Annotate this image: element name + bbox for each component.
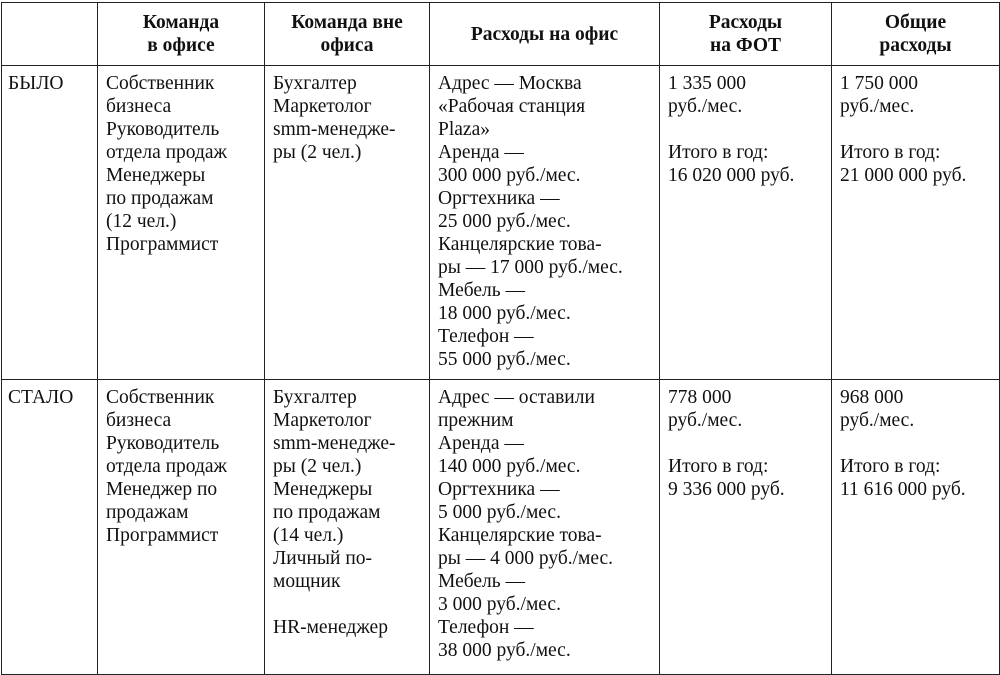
payroll-cell bbox=[660, 380, 832, 675]
cell-line: Канцелярские това- bbox=[438, 525, 602, 546]
blank-line bbox=[668, 432, 823, 455]
cell-line: smm-менедже- bbox=[273, 119, 396, 140]
header-total: Общие расходы bbox=[832, 3, 1000, 66]
cell-line: бизнеса bbox=[106, 410, 172, 431]
cell-line: Мебель — bbox=[438, 571, 526, 592]
table-body bbox=[2, 66, 1000, 675]
cell-line: Собственник bbox=[106, 73, 215, 94]
team-office-cell bbox=[98, 66, 265, 380]
cell-line: 9 336 000 руб. bbox=[668, 479, 785, 500]
cell-line: 38 000 руб./мес. bbox=[438, 640, 571, 661]
cell-line: Собственник bbox=[106, 387, 215, 408]
cell-line: Телефон — bbox=[438, 617, 534, 638]
header-empty-cell bbox=[2, 3, 98, 66]
cell-line: 300 000 руб./мес. bbox=[438, 165, 581, 186]
cell-line: Менеджер по bbox=[106, 479, 218, 500]
cell-line: Руководитель bbox=[106, 119, 220, 140]
cell-line: Программист bbox=[106, 234, 219, 255]
cell-line: отдела продаж bbox=[106, 456, 228, 477]
team-remote-cell bbox=[265, 380, 430, 675]
cell-line: Программист bbox=[106, 525, 219, 546]
cell-line: 11 616 000 руб. bbox=[840, 479, 966, 500]
blank-line bbox=[668, 118, 823, 141]
header-office-costs: Расходы на офис bbox=[430, 3, 660, 66]
cell-line: Руководитель bbox=[106, 433, 220, 454]
total-cell bbox=[832, 380, 1000, 675]
cell-line: Мебель — bbox=[438, 280, 526, 301]
cell-line: Аренда — bbox=[438, 142, 524, 163]
cell-line: бизнеса bbox=[106, 96, 172, 117]
cell-line: Бухгалтер bbox=[273, 387, 357, 408]
header-team-office: Команда в офисе bbox=[98, 3, 265, 66]
cell-line: smm-менедже- bbox=[273, 433, 396, 454]
cell-line: 778 000 bbox=[668, 387, 732, 408]
cell-line: Адрес — Москва bbox=[438, 73, 582, 94]
cell-line: Телефон — bbox=[438, 326, 534, 347]
cell-line: 25 000 руб./мес. bbox=[438, 211, 571, 232]
cell-line: продажам bbox=[106, 502, 189, 523]
cell-line: Менеджеры bbox=[106, 165, 206, 186]
total-cell bbox=[832, 66, 1000, 380]
cell-line: ры (2 чел.) bbox=[273, 456, 362, 477]
cell-line: 140 000 руб./мес. bbox=[438, 456, 581, 477]
row-label-cell bbox=[2, 66, 98, 380]
header-payroll: Расходы на ФОТ bbox=[660, 3, 832, 66]
cell-line: по продажам bbox=[106, 188, 214, 209]
cell-line: 1 750 000 bbox=[840, 73, 918, 94]
cell-line: 968 000 bbox=[840, 387, 904, 408]
comparison-table bbox=[1, 2, 1000, 675]
cell-line: по продажам bbox=[273, 502, 381, 523]
team-remote-cell bbox=[265, 66, 430, 380]
cell-line: (12 чел.) bbox=[106, 211, 177, 232]
header-row bbox=[2, 3, 1000, 66]
blank-line bbox=[273, 593, 421, 616]
cell-line: ры — 4 000 руб./мес. bbox=[438, 548, 614, 569]
cell-line: отдела продаж bbox=[106, 142, 228, 163]
cell-line: HR-менеджер bbox=[273, 617, 388, 638]
team-office-cell bbox=[98, 380, 265, 675]
header-team-remote: Команда вне офиса bbox=[265, 3, 430, 66]
cell-line: Маркетолог bbox=[273, 410, 372, 431]
cell-line: Аренда — bbox=[438, 433, 524, 454]
cell-line: Личный по- bbox=[273, 548, 372, 569]
cell-line: Итого в год: bbox=[840, 456, 941, 477]
cell-line: Адрес — оставили bbox=[438, 387, 595, 408]
office-costs-cell bbox=[430, 380, 660, 675]
cell-line: руб./мес. bbox=[840, 96, 915, 117]
cell-line: 18 000 руб./мес. bbox=[438, 303, 571, 324]
cell-line: (14 чел.) bbox=[273, 525, 344, 546]
cell-line: Итого в год: bbox=[668, 142, 769, 163]
cell-line: руб./мес. bbox=[668, 410, 743, 431]
cell-line: ры — 17 000 руб./мес. bbox=[438, 257, 623, 278]
cell-line: ры (2 чел.) bbox=[273, 142, 362, 163]
cell-line: Оргтехника — bbox=[438, 188, 560, 209]
blank-line bbox=[840, 118, 991, 141]
cell-line: Итого в год: bbox=[840, 142, 941, 163]
row-label-cell bbox=[2, 380, 98, 675]
office-costs-cell bbox=[430, 66, 660, 380]
blank-line bbox=[840, 432, 991, 455]
cell-line: Маркетолог bbox=[273, 96, 372, 117]
cell-line: мощник bbox=[273, 571, 341, 592]
cell-line: 21 000 000 руб. bbox=[840, 165, 967, 186]
cell-line: прежним bbox=[438, 410, 514, 431]
cell-line: 5 000 руб./мес. bbox=[438, 502, 561, 523]
cell-line: 55 000 руб./мес. bbox=[438, 349, 571, 370]
cell-line: 16 020 000 руб. bbox=[668, 165, 795, 186]
cell-line: Итого в год: bbox=[668, 456, 769, 477]
row-label: СТАЛО bbox=[8, 387, 74, 408]
cell-line: Plaza» bbox=[438, 119, 490, 140]
row-label: БЫЛО bbox=[8, 73, 64, 94]
cell-line: руб./мес. bbox=[668, 96, 743, 117]
cell-line: Оргтехника — bbox=[438, 479, 560, 500]
payroll-cell bbox=[660, 66, 832, 380]
cell-line: Менеджеры bbox=[273, 479, 373, 500]
cell-line: руб./мес. bbox=[840, 410, 915, 431]
cell-line: 3 000 руб./мес. bbox=[438, 594, 561, 615]
table-row bbox=[2, 66, 1000, 380]
cell-line: 1 335 000 bbox=[668, 73, 746, 94]
cell-line: «Рабочая станция bbox=[438, 96, 586, 117]
cell-line: Бухгалтер bbox=[273, 73, 357, 94]
cell-line: Канцелярские това- bbox=[438, 234, 602, 255]
table-row bbox=[2, 380, 1000, 675]
